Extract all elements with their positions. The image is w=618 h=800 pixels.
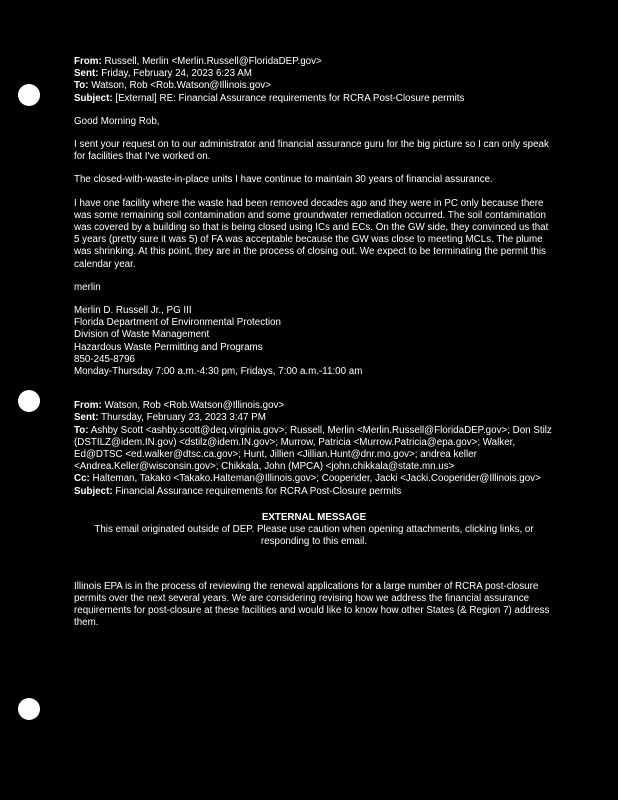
external-message-title: EXTERNAL MESSAGE [261, 511, 367, 523]
external-message-banner [74, 512, 554, 549]
email1-subject-line [74, 93, 554, 105]
external-message-text: This email originated outside of DEP. Please use caution when opening attachments, clicking links, or responding to this email. [94, 524, 534, 548]
email2-sent: Thursday, February 23, 2023 3:47 PM [101, 412, 266, 424]
email2-from: Watson, Rob <Rob.Watson@Illinois.gov> [104, 400, 285, 412]
from-label: From: [74, 56, 102, 67]
email1-to-line [74, 80, 554, 92]
email2-cc-line [74, 473, 554, 485]
email1-header [74, 56, 554, 105]
signature-line: Monday-Thursday 7:00 a.m.-4:30 pm, Fridays, 7:00 a.m.-11:00 am [74, 366, 363, 378]
email1-from-line [74, 56, 554, 68]
email2-body: Illinois EPA is in the process of reviewing the renewal applications for a large number of RCRA post-closure permits over the next several years. We are considering revising how we address the financial assurance requirements for post-closure at these facilities and would like to know how other States (& Region 7) address them. [74, 580, 550, 629]
email1-paragraph: The closed-with-waste-in-place units I have continue to maintain 30 years of financial assurance. [74, 174, 493, 186]
punch-hole-bottom [18, 698, 40, 720]
email1-sent: Friday, February 24, 2023 6:23 AM [101, 68, 252, 80]
to-label: To: [74, 80, 89, 92]
email2-from-line [74, 400, 554, 412]
signature-line: Hazardous Waste Permitting and Programs [74, 341, 263, 353]
email-content [74, 56, 554, 629]
punch-hole-top [18, 84, 40, 106]
email1-to: Watson, Rob <Rob.Watson@Illinois.gov> [91, 80, 271, 92]
subject-label: Subject: [74, 92, 113, 104]
email1-paragraph: I sent your request on to our administrator and financial assurance guru for the big picture so I can only speak for facilities that I've worked on. [74, 139, 549, 163]
punch-hole-middle [18, 390, 40, 412]
email2-subject: Financial Assurance requirements for RCRA Post-Closure permits [115, 485, 402, 497]
to-label: To: [74, 424, 89, 436]
signature-line: Merlin D. Russell Jr., PG III [74, 305, 192, 317]
sent-label: Sent: [74, 68, 99, 80]
email2-to: Ashby Scott <ashby.scott@deq.virginia.gov>; Russell, Merlin <Merlin.Russell@FloridaDEP.gov>; Don Stilz (DSTILZ@idem.IN.gov) <dstilz@idem.IN.gov>; Murrow, Patricia <Murrow.Patricia@epa.gov>; Walker, Ed@DTSC <ed.walker@dtsc.ca.gov>; Hunt, Jillien <Jillian.Hunt@dnr.mo.gov>; andrea keller <Andrea.Keller@wisconsin.gov>; Chikkala, John (MPCA) <john.chikkala@state.mn.us> [74, 424, 552, 473]
email1-subject: [External] RE: Financial Assurance requirements for RCRA Post-Closure permits [115, 92, 465, 104]
email1-sent-line [74, 68, 554, 80]
from-label: From: [74, 400, 102, 412]
cc-label: Cc: [74, 473, 90, 485]
email2-to-line [74, 425, 554, 474]
email2-cc: Halteman, Takako <Takako.Halteman@Illinois.gov>; Cooperider, Jacki <Jacki.Cooperider@Illinois.gov> [92, 473, 541, 485]
email1-paragraph: I have one facility where the waste had been removed decades ago and they were in PC only because there was some remaining soil contamination and some groundwater remediation occurred. The soil contamination was covered by a building so that is being closed using ICs and ECs. On the GW side, they convinced us that 5 years (pretty sure it was 5) of FA was acceptable because the GW was close to meeting MCLs. The plume was shrinking. At this point, they are in the process of closing out. We expect to be terminating the permit this calendar year. [74, 197, 549, 270]
email2-header [74, 400, 554, 498]
email2-subject-line [74, 486, 554, 498]
email2-sent-line [74, 412, 554, 424]
email1-greeting: Good Morning Rob, [74, 115, 160, 127]
email1-signoff: merlin [74, 281, 101, 293]
sent-label: Sent: [74, 412, 99, 424]
email1-signature [74, 305, 554, 378]
subject-label: Subject: [74, 485, 113, 497]
signature-line: 850-245-8796 [74, 353, 136, 365]
signature-line: Division of Waste Management [74, 329, 210, 341]
signature-line: Florida Department of Environmental Protection [74, 317, 281, 329]
email1-from: Russell, Merlin <Merlin.Russell@FloridaDEP.gov> [104, 56, 322, 67]
